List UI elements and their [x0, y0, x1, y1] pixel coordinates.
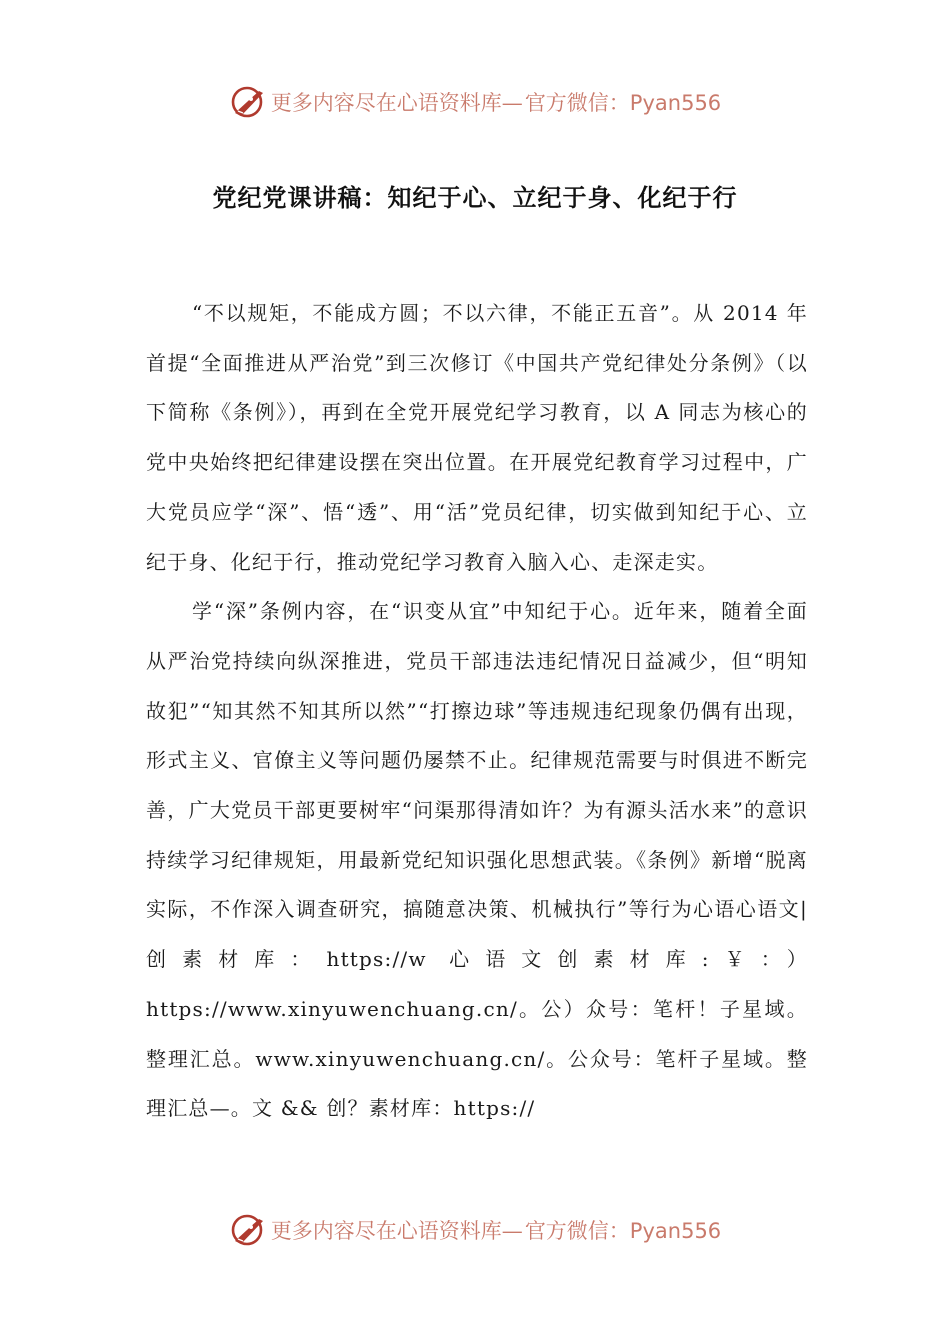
banner-text: 更多内容尽在心语资料库— — [270, 1219, 523, 1243]
paragraph: “不以规矩，不能成方圆；不以六律，不能正五音”。从 2014 年首提“全面推进从严治党”到三次修订《中国共产党纪律处分条例》（以下简称《条例》），再到在全党开展党纪学习教育，以 A 同志为核心的党中央始终把纪律建设摆在突出位置。在开展党纪教育学习过程中，广大党员应学“深”、悟“透”、用“活”党员纪律，切实做到知纪于心、立纪于身、化纪于行，推动党纪学习教育入脑入心、走深走实。 — [146, 301, 808, 574]
header-banner — [0, 82, 950, 122]
pen-logo-icon — [229, 1211, 269, 1249]
footer-banner — [0, 1210, 950, 1250]
document-title: 党纪党课讲稿：知纪于心、立纪于身、化纪于行 — [212, 184, 738, 212]
banner-wechat: 官方微信：Pyan556 — [524, 1219, 722, 1243]
banner-text: 更多内容尽在心语资料库— — [270, 91, 523, 115]
document-body — [146, 289, 808, 1134]
paragraph: 学“深”条例内容，在“识变从宜”中知纪于心。近年来，随着全面从严治党持续向纵深推进，党员干部违法违纪情况日益减少，但“明知故犯”“知其然不知其所以然”“打擦边球”等违规违纪现象仍偶有出现，形式主义、官僚主义等问题仍屡禁不止。纪律规范需要与时俱进不断完善，广大党员干部更要树牢“问渠那得清如许？为有源头活水来”的意识持续学习纪律规矩，用最新党纪知识强化思想武装。《条例》新增“脱离实际，不作深入调查研究，搞随意决策、机械执行”等行为心语心语文|创素材库：https://w 心语文创素材库:￥：）https://www.xinyuwenchuang.cn/。公）众号：笔杆！子星域。整理汇总。www.xinyuwenchuang.cn/。公众号：笔杆子星域。整理汇总—。文 && 创？素材库：https:// — [146, 599, 808, 1121]
banner-wechat: 官方微信：Pyan556 — [524, 91, 722, 115]
pen-logo-icon — [229, 83, 269, 121]
